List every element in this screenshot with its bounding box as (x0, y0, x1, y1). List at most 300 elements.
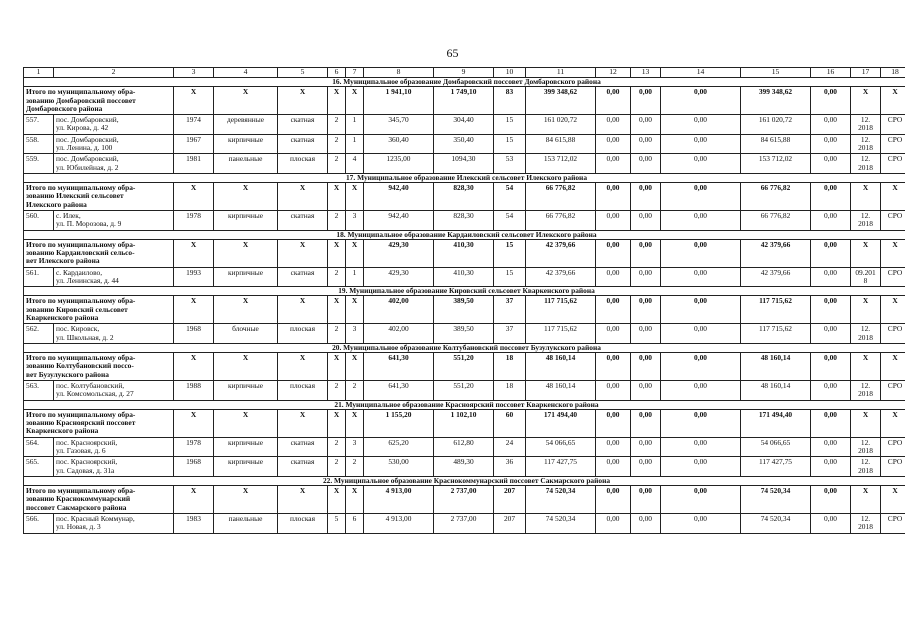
table-cell: 12. 2018 (851, 513, 881, 533)
total-cell: 83 (494, 87, 526, 115)
table-cell: 24 (494, 437, 526, 457)
total-cell: 399 348,62 (526, 87, 596, 115)
total-cell: X (346, 353, 364, 381)
table-cell: 12. 2018 (851, 115, 881, 135)
address-cell: пос. Колтубановский, ул. Комсомольская, д. 27 (54, 381, 174, 401)
page-number: 65 (446, 46, 459, 60)
column-number-cell: 8 (364, 68, 434, 78)
address-cell: пос. Красноярский, ул. Садовая, д. 31а (54, 457, 174, 477)
capital-repair-table (23, 67, 905, 534)
table-cell: 2 (328, 324, 346, 344)
total-cell: X (174, 353, 214, 381)
table-cell: 551,20 (434, 381, 494, 401)
total-cell: X (174, 239, 214, 267)
table-cell: 15 (494, 115, 526, 135)
total-cell: 42 379,66 (741, 239, 811, 267)
total-cell: X (174, 409, 214, 437)
column-number-cell: 2 (54, 68, 174, 78)
table-cell: 74 520,34 (741, 513, 811, 533)
address-cell: пос. Красный Коммунар, ул. Новая, д. 3 (54, 513, 174, 533)
table-cell: 12. 2018 (851, 134, 881, 154)
table-cell: 1974 (174, 115, 214, 135)
total-cell: X (881, 409, 905, 437)
table-row (24, 513, 905, 533)
table-cell: 18 (494, 381, 526, 401)
table-cell: 625,20 (364, 437, 434, 457)
table-row (24, 134, 905, 154)
total-cell: X (851, 486, 881, 514)
total-cell: 942,40 (364, 183, 434, 211)
total-cell: 429,30 (364, 239, 434, 267)
total-cell: 1 749,10 (434, 87, 494, 115)
table-cell: 66 776,82 (526, 210, 596, 230)
table-cell: 564. (24, 437, 54, 457)
table-row (24, 324, 905, 344)
table-cell: панельные (214, 154, 278, 174)
total-cell: 410,30 (434, 239, 494, 267)
total-label: Итого по муниципальному обра- зованию Красноярский поссовет Кваркенского района (24, 409, 174, 437)
column-number-cell: 13 (631, 68, 661, 78)
total-cell: 0,00 (596, 239, 631, 267)
table-cell: 828,30 (434, 210, 494, 230)
table-cell: 942,40 (364, 210, 434, 230)
table-cell: 6 (346, 513, 364, 533)
table-cell: 4 913,00 (364, 513, 434, 533)
address-cell: пос. Домбаровский, ул. Кирова, д. 42 (54, 115, 174, 135)
section-total-row (24, 353, 905, 381)
table-cell: 54 (494, 210, 526, 230)
total-cell: X (346, 183, 364, 211)
total-cell: 1 155,20 (364, 409, 434, 437)
total-cell: 15 (494, 239, 526, 267)
table-cell: 0,00 (661, 115, 741, 135)
table-cell: 1094,30 (434, 154, 494, 174)
total-cell: X (881, 486, 905, 514)
table-cell: 54 066,65 (526, 437, 596, 457)
total-cell: X (278, 409, 328, 437)
table-cell: 304,40 (434, 115, 494, 135)
table-cell: СРО (881, 437, 905, 457)
total-cell: 0,00 (811, 486, 851, 514)
total-cell: 66 776,82 (526, 183, 596, 211)
column-number-cell: 4 (214, 68, 278, 78)
table-cell: 09.201 8 (851, 267, 881, 287)
total-label: Итого по муниципальному обра- зованию Кардаиловский сельсо- вет Илекского района (24, 239, 174, 267)
section-title-row (24, 287, 905, 296)
table-cell: 48 160,14 (526, 381, 596, 401)
table-cell: 557. (24, 115, 54, 135)
table-cell: скатная (278, 210, 328, 230)
column-number-cell: 18 (881, 68, 905, 78)
table-cell: панельные (214, 513, 278, 533)
table-cell: 0,00 (631, 154, 661, 174)
total-label: Итого по муниципальному обра- зованию Колтубановский поссо- вет Бузулукского района (24, 353, 174, 381)
table-cell: 1983 (174, 513, 214, 533)
section-title-row (24, 78, 905, 87)
total-cell: X (214, 239, 278, 267)
table-cell: 0,00 (596, 115, 631, 135)
table-cell: 0,00 (811, 437, 851, 457)
table-cell: 37 (494, 324, 526, 344)
table-cell: 1978 (174, 437, 214, 457)
column-number-cell: 17 (851, 68, 881, 78)
total-cell: X (881, 183, 905, 211)
section-title: 16. Муниципальное образование Домбаровский поссовет Домбаровского района (24, 78, 905, 87)
total-cell: X (346, 296, 364, 324)
section-total-row (24, 183, 905, 211)
table-cell: 0,00 (631, 513, 661, 533)
table-cell: кирпичные (214, 210, 278, 230)
total-cell: X (881, 296, 905, 324)
table-cell: 0,00 (596, 457, 631, 477)
table-row (24, 437, 905, 457)
total-cell: 0,00 (631, 183, 661, 211)
table-cell: 4 (346, 154, 364, 174)
total-cell: 641,30 (364, 353, 434, 381)
table-cell: 0,00 (661, 513, 741, 533)
table-cell: 1968 (174, 324, 214, 344)
table-cell: 561. (24, 267, 54, 287)
address-cell: с. Илек, ул. П. Морозова, д. 9 (54, 210, 174, 230)
table-cell: 410,30 (434, 267, 494, 287)
total-cell: 0,00 (661, 183, 741, 211)
total-cell: 37 (494, 296, 526, 324)
total-cell: X (851, 183, 881, 211)
table-body (24, 68, 905, 534)
table-cell: 1 (346, 134, 364, 154)
total-cell: 0,00 (631, 409, 661, 437)
total-cell: X (328, 486, 346, 514)
table-cell: 558. (24, 134, 54, 154)
table-cell: кирпичные (214, 267, 278, 287)
table-cell: 117 427,75 (741, 457, 811, 477)
table-cell: 612,80 (434, 437, 494, 457)
table-cell: 1 (346, 267, 364, 287)
table-cell: 42 379,66 (526, 267, 596, 287)
total-cell: X (328, 183, 346, 211)
table-cell: 2 (328, 210, 346, 230)
table-cell: 12. 2018 (851, 324, 881, 344)
total-cell: 402,00 (364, 296, 434, 324)
address-cell: с. Кардаилово, ул. Ленинская, д. 44 (54, 267, 174, 287)
table-cell: 2 (346, 457, 364, 477)
total-cell: 0,00 (631, 486, 661, 514)
table-cell: 2 (328, 381, 346, 401)
table-cell: 1993 (174, 267, 214, 287)
table-cell: 0,00 (596, 437, 631, 457)
total-cell: 0,00 (596, 296, 631, 324)
table-cell: 42 379,66 (741, 267, 811, 287)
table-cell: 2 (346, 381, 364, 401)
section-total-row (24, 409, 905, 437)
table-cell: 0,00 (661, 210, 741, 230)
table-cell: 566. (24, 513, 54, 533)
total-cell: 117 715,62 (526, 296, 596, 324)
table-cell: 1978 (174, 210, 214, 230)
address-cell: пос. Домбаровский, ул. Юбилейная, д. 2 (54, 154, 174, 174)
total-cell: X (214, 409, 278, 437)
total-cell: X (328, 239, 346, 267)
column-number-cell: 14 (661, 68, 741, 78)
table-cell: СРО (881, 134, 905, 154)
table-cell: 54 066,65 (741, 437, 811, 457)
total-cell: X (851, 296, 881, 324)
table-cell: скатная (278, 267, 328, 287)
table-cell: 0,00 (811, 134, 851, 154)
table-cell: плоская (278, 324, 328, 344)
total-cell: 551,20 (434, 353, 494, 381)
table-row (24, 457, 905, 477)
total-cell: 0,00 (811, 87, 851, 115)
total-cell: 1 102,10 (434, 409, 494, 437)
table-cell: 0,00 (631, 324, 661, 344)
total-cell: X (881, 353, 905, 381)
table-cell: 153 712,02 (526, 154, 596, 174)
section-title: 19. Муниципальное образование Кировский сельсовет Кваркенского района (24, 287, 905, 296)
table-cell: плоская (278, 154, 328, 174)
column-number-cell: 9 (434, 68, 494, 78)
table-cell: 3 (346, 437, 364, 457)
total-cell: X (328, 409, 346, 437)
table-cell: 12. 2018 (851, 381, 881, 401)
total-cell: X (214, 87, 278, 115)
total-cell: X (214, 183, 278, 211)
total-cell: 0,00 (596, 353, 631, 381)
table-cell: 0,00 (631, 115, 661, 135)
total-cell: 0,00 (811, 409, 851, 437)
total-cell: X (278, 486, 328, 514)
column-number-cell: 5 (278, 68, 328, 78)
total-cell: X (278, 239, 328, 267)
total-cell: 0,00 (661, 486, 741, 514)
table-cell: 0,00 (811, 324, 851, 344)
table-cell: 1235,00 (364, 154, 434, 174)
table-cell: 360,40 (364, 134, 434, 154)
table-cell: 2 (328, 154, 346, 174)
section-total-row (24, 486, 905, 514)
table-cell: 0,00 (661, 457, 741, 477)
total-label: Итого по муниципальному обра- зованию Краснокоммунарский поссовет Сакмарского района (24, 486, 174, 514)
table-cell: 2 (328, 437, 346, 457)
total-label: Итого по муниципальному обра- зованию Домбаровский поссовет Домбаровского района (24, 87, 174, 115)
table-cell: 0,00 (811, 381, 851, 401)
table-cell: скатная (278, 115, 328, 135)
table-cell: 1988 (174, 381, 214, 401)
total-cell: 399 348,62 (741, 87, 811, 115)
column-number-cell: 12 (596, 68, 631, 78)
total-cell: X (851, 87, 881, 115)
total-label: Итого по муниципальному обра- зованию Илекский сельсовет Илекского района (24, 183, 174, 211)
table-cell: 207 (494, 513, 526, 533)
table-cell: 12. 2018 (851, 457, 881, 477)
table-cell: 1981 (174, 154, 214, 174)
table-cell: 1 (346, 115, 364, 135)
table-row (24, 381, 905, 401)
total-cell: 2 737,00 (434, 486, 494, 514)
table-cell: СРО (881, 267, 905, 287)
total-cell: 48 160,14 (741, 353, 811, 381)
column-number-cell: 7 (346, 68, 364, 78)
table-cell: СРО (881, 324, 905, 344)
table-cell: 1967 (174, 134, 214, 154)
table-cell: скатная (278, 437, 328, 457)
table-cell: СРО (881, 513, 905, 533)
table-cell: 0,00 (661, 324, 741, 344)
column-number-cell: 6 (328, 68, 346, 78)
total-cell: X (346, 239, 364, 267)
column-number-cell: 1 (24, 68, 54, 78)
total-cell: 74 520,34 (526, 486, 596, 514)
column-number-row (24, 68, 905, 78)
table-cell: 12. 2018 (851, 437, 881, 457)
total-cell: X (851, 409, 881, 437)
table-cell: СРО (881, 381, 905, 401)
total-cell: X (174, 296, 214, 324)
table-cell: 0,00 (596, 154, 631, 174)
column-number-cell: 3 (174, 68, 214, 78)
total-cell: X (346, 87, 364, 115)
table-cell: 559. (24, 154, 54, 174)
table-cell: 12. 2018 (851, 210, 881, 230)
table-cell: 74 520,34 (526, 513, 596, 533)
table-cell: 2 (328, 457, 346, 477)
total-cell: 74 520,34 (741, 486, 811, 514)
table-cell: 0,00 (661, 267, 741, 287)
section-title: 17. Муниципальное образование Илекский сельсовет Илекского района (24, 173, 905, 182)
section-title-row (24, 476, 905, 485)
total-cell: 54 (494, 183, 526, 211)
table-cell: 15 (494, 267, 526, 287)
total-cell: 0,00 (596, 87, 631, 115)
total-cell: X (174, 87, 214, 115)
total-cell: 0,00 (661, 239, 741, 267)
table-cell: 0,00 (596, 513, 631, 533)
table-cell: 84 615,88 (741, 134, 811, 154)
address-cell: пос. Домбаровский, ул. Ленина, д. 100 (54, 134, 174, 154)
table-cell: 2 (328, 115, 346, 135)
table-cell: 48 160,14 (741, 381, 811, 401)
total-cell: 0,00 (631, 296, 661, 324)
table-cell: 560. (24, 210, 54, 230)
table-cell: 2 (328, 134, 346, 154)
total-cell: 1 941,10 (364, 87, 434, 115)
table-cell: 5 (328, 513, 346, 533)
table-cell: кирпичные (214, 457, 278, 477)
table-cell: 2 737,00 (434, 513, 494, 533)
total-cell: X (278, 353, 328, 381)
total-cell: X (278, 296, 328, 324)
table-cell: 389,50 (434, 324, 494, 344)
total-cell: 0,00 (661, 296, 741, 324)
table-cell: 2 (328, 267, 346, 287)
table-cell: 1968 (174, 457, 214, 477)
total-cell: 0,00 (661, 409, 741, 437)
table-cell: 565. (24, 457, 54, 477)
total-cell: 0,00 (811, 239, 851, 267)
table-cell: 36 (494, 457, 526, 477)
table-cell: блочные (214, 324, 278, 344)
table-cell: 153 712,02 (741, 154, 811, 174)
section-total-row (24, 87, 905, 115)
total-cell: 117 715,62 (741, 296, 811, 324)
total-cell: 0,00 (596, 183, 631, 211)
total-cell: X (174, 183, 214, 211)
table-cell: 0,00 (811, 154, 851, 174)
total-cell: X (328, 87, 346, 115)
total-cell: 0,00 (661, 353, 741, 381)
table-cell: скатная (278, 457, 328, 477)
table-cell: 0,00 (631, 134, 661, 154)
table-cell: 117 715,62 (741, 324, 811, 344)
section-total-row (24, 296, 905, 324)
table-cell: кирпичные (214, 381, 278, 401)
table-cell: 562. (24, 324, 54, 344)
total-cell: 828,30 (434, 183, 494, 211)
column-number-cell: 15 (741, 68, 811, 78)
total-cell: 207 (494, 486, 526, 514)
table-cell: СРО (881, 154, 905, 174)
section-title-row (24, 343, 905, 352)
table-cell: 402,00 (364, 324, 434, 344)
total-cell: 0,00 (661, 87, 741, 115)
table-cell: плоская (278, 513, 328, 533)
address-cell: пос. Красноярский, ул. Газовая, д. 6 (54, 437, 174, 457)
total-cell: X (881, 87, 905, 115)
table-cell: 429,30 (364, 267, 434, 287)
table-cell: СРО (881, 115, 905, 135)
table-cell: СРО (881, 457, 905, 477)
table-cell: 345,70 (364, 115, 434, 135)
total-cell: X (346, 486, 364, 514)
total-cell: 4 913,00 (364, 486, 434, 514)
total-cell: 48 160,14 (526, 353, 596, 381)
column-number-cell: 16 (811, 68, 851, 78)
section-title: 20. Муниципальное образование Колтубановский поссовет Бузулукского района (24, 343, 905, 352)
table-cell: 3 (346, 210, 364, 230)
table-cell: 0,00 (811, 267, 851, 287)
table-cell: 84 615,88 (526, 134, 596, 154)
table-row (24, 154, 905, 174)
table-cell: 0,00 (596, 381, 631, 401)
table-row (24, 267, 905, 287)
table-row (24, 115, 905, 135)
section-total-row (24, 239, 905, 267)
total-cell: 60 (494, 409, 526, 437)
table-cell: 161 020,72 (526, 115, 596, 135)
table-cell: 3 (346, 324, 364, 344)
total-cell: 0,00 (596, 409, 631, 437)
total-cell: X (278, 87, 328, 115)
table-cell: 0,00 (596, 324, 631, 344)
address-cell: пос. Кировск, ул. Школьная, д. 2 (54, 324, 174, 344)
table-cell: 0,00 (631, 210, 661, 230)
table-cell: 0,00 (596, 134, 631, 154)
total-cell: 389,50 (434, 296, 494, 324)
table-cell: 117 427,75 (526, 457, 596, 477)
total-cell: X (851, 239, 881, 267)
table-cell: 12. 2018 (851, 154, 881, 174)
total-cell: X (214, 486, 278, 514)
table-cell: 0,00 (631, 437, 661, 457)
table-cell: 530,00 (364, 457, 434, 477)
table-cell: 0,00 (631, 457, 661, 477)
section-title-row (24, 400, 905, 409)
table-cell: 0,00 (811, 210, 851, 230)
table-cell: 0,00 (811, 115, 851, 135)
total-cell: X (278, 183, 328, 211)
total-cell: X (851, 353, 881, 381)
column-number-cell: 10 (494, 68, 526, 78)
